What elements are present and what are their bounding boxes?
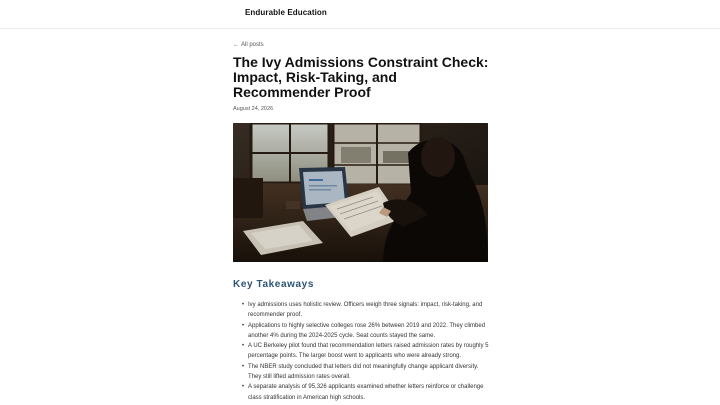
list-item: • Ivy admissions uses holistic review. Officers weigh three signals: impact, risk-taking, and recommender proof. (242, 300, 490, 321)
left-arrow-icon: ← (233, 42, 239, 48)
back-link-label: All posts (241, 42, 264, 48)
back-to-posts-link[interactable] (233, 42, 264, 48)
list-item: • Applications to highly selective colleges rose 26% between 2019 and 2022. They climbed another 4% during the 2024-2025 cycle. Seat counts stayed the same. (242, 321, 490, 342)
post-date: August 24, 2026 (233, 106, 274, 112)
key-takeaways-list (242, 300, 490, 403)
brand-logo-text[interactable]: Endurable Education (245, 8, 327, 17)
hero-image (233, 123, 488, 262)
list-item: • A separate analysis of 95,326 applicants examined whether letters reinforce or challenge class stratification in American high schools. (242, 382, 490, 403)
list-item: • The NBER study concluded that letters did not meaningfully change applicant diversity. They still lifted admission rates overall. (242, 362, 490, 383)
site-header (0, 0, 720, 29)
list-item: • A UC Berkeley pilot found that recommendation letters raised admission rates by roughly 5 percentage points. The larger boost went to applicants who were already strong. (242, 341, 490, 362)
post-title: The Ivy Admissions Constraint Check: Impact, Risk-Taking, and Recommender Proof (233, 54, 489, 100)
key-takeaways-heading: Key Takeaways (233, 279, 314, 290)
